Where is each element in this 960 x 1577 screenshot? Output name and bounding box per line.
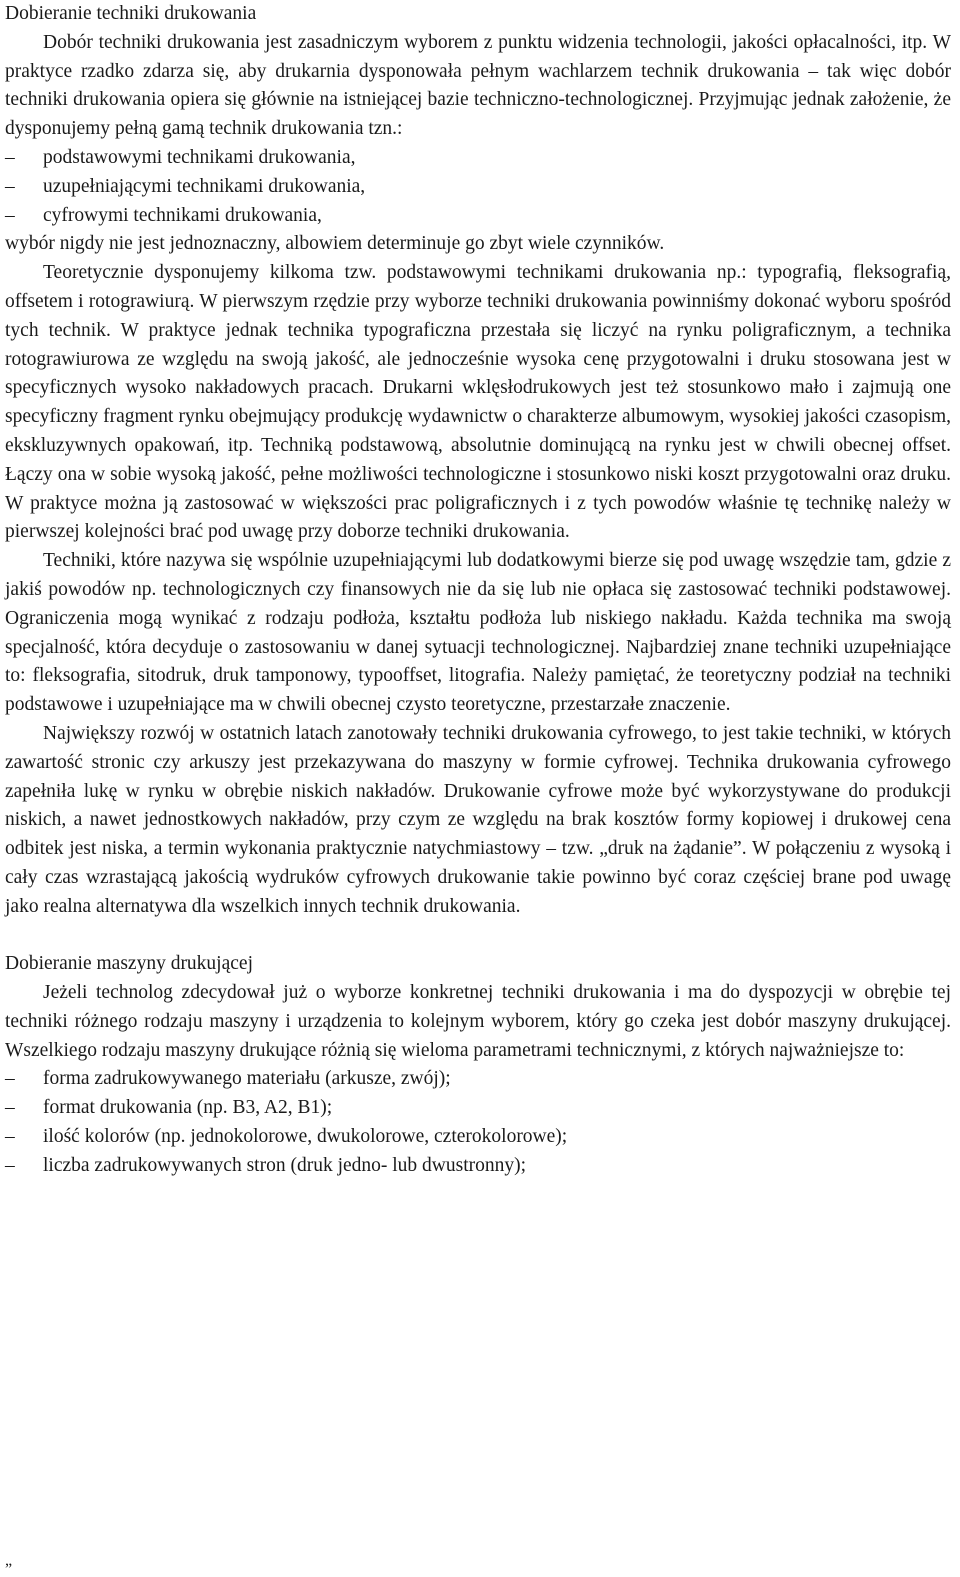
list-item-text: format drukowania (np. B3, A2, B1); (43, 1097, 333, 1119)
dash-marker: – (5, 1126, 15, 1148)
list-item (5, 173, 951, 202)
paragraph: Największy rozwój w ostatnich latach zanotowały techniki drukowania cyfrowego, to jest takie techniki, w których zawartość stronic czy arkuszy jest przekazywana do maszyny w formie cyfrowej. Technika drukowania cyfrowego zapełniła lukę w rynku w obrębie niskich nakładów. Drukowanie cyfrowe może być wykorzystywane do produkcji niskich, a nawet jednostkowych nakładów, przy czym ze względu na brak kosztów formy kopiowej i drukowej cena odbitek jest niska, a termin wykonania praktycznie natychmiastowy – tzw. „druk na żądanie”. W połączeniu z wysoką i cały czas wzrastającą jakością wydruków cyfrowych drukowanie takie powinno być coraz częściej brane pod uwagę jako realna alternatywa dla wszelkich innych technik drukowania. (5, 722, 951, 917)
list-item-text: ilość kolorów (np. jednokolorowe, dwukolorowe, czterokolorowe); (43, 1126, 568, 1148)
parameter-list (5, 1065, 951, 1180)
paragraph: Jeżeli technolog zdecydował już o wyborze konkretnej techniki drukowania i ma do dyspozycji w obrębie tej techniki różnego rodzaju maszyny i urządzenia to kolejnym wyborem, który go czeka jest dobór maszyny drukującej. Wszelkiego rodzaju maszyny drukujące różnią się wieloma parametrami technicznymi, z których najważniejsze to: (5, 982, 951, 1061)
section-title: Dobieranie techniki drukowania (5, 3, 257, 24)
dash-marker: – (5, 1097, 15, 1119)
list-item-text: uzupełniającymi technikami drukowania, (43, 175, 366, 197)
technique-list (5, 144, 951, 230)
list-item (5, 202, 951, 231)
list-item (5, 1094, 951, 1123)
paragraph: wybór nigdy nie jest jednoznaczny, albowiem determinuje go zbyt wiele czynników. (5, 233, 665, 255)
dash-marker: – (5, 146, 15, 168)
section-title: Dobieranie maszyny drukującej (5, 953, 253, 975)
list-item-text: cyfrowymi technikami drukowania, (43, 204, 322, 226)
list-item-text: podstawowymi technikami drukowania, (43, 146, 356, 168)
dash-marker: – (5, 175, 15, 197)
document-page (5, 0, 951, 1181)
dash-marker: – (5, 1154, 15, 1176)
list-item-text: forma zadrukowywanego materiału (arkusze, zwój); (43, 1068, 451, 1090)
paragraph: Techniki, które nazywa się wspólnie uzupełniającymi lub dodatkowymi bierze się pod uwagę wszędzie tam, gdzie z jakiś powodów np. technologicznych czy finansowych nie da się lub nie opłaca się zastosować techniki podstawowej. Ograniczenia mogą wynikać z rodzaju podłoża, kształtu podłoża lub niskiego nakładu. Każda technika ma swoją specjalność, która decyduje o zastosowaniu w danej sytuacji technologicznej. Najbardziej znane techniki uzupełniające to: fleksografia, sitodruk, druk tamponowy, typooffset, litografia. Należy pamiętać, że teoretyczny podział na techniki podstawowe i uzupełniające ma w chwili obecnej czysto teoretyczne, przestarzałe znaczenie. (5, 550, 951, 716)
section-technique (5, 0, 951, 922)
dash-marker: – (5, 1068, 15, 1090)
list-item (5, 1123, 951, 1152)
list-item (5, 1152, 951, 1181)
section-machine (5, 950, 951, 1180)
paragraph: Dobór techniki drukowania jest zasadniczym wyborem z punktu widzenia technologii, jakości opłacalności, itp. W praktyce rzadko zdarza się, aby drukarnia dysponowała pełnym wachlarzem technik drukowania – tak więc dobór techniki drukowania opiera się głównie na istniejącej bazie techniczno-technologicznej. Przyjmując jednak założenie, że dysponujemy pełną gamą technik drukowania tzn.: (5, 31, 951, 140)
list-item (5, 1065, 951, 1094)
section-spacer (5, 922, 951, 951)
paragraph: Teoretycznie dysponujemy kilkoma tzw. podstawowymi technikami drukowania np.: typografią, fleksografią, offsetem i rotograwiurą. W pierwszym rzędzie przy wyborze techniki drukowania powinniśmy dokonać wyboru spośród tych technik. W praktyce jednak technika typograficzna przestała się liczyć na rynku poligraficznym, a technika rotograwiurowa ze względu na swoją jakość, ale jednocześnie wysoka cenę przygotowalni i druku stosowana jest w specyficznych wysoko nakładowych pracach. Drukarni wklęsłodrukowych jest też stosunkowo mało i zajmują one specyficzny fragment rynku obejmujący produkcję wydawnictw o charakterze albumowym, wysokiej jakości czasopism, ekskluzywnych opakowań, itp. Techniką podstawową, absolutnie dominującą na rynku jest w chwili obecnej offset. Łączy ona w sobie wysoką jakość, pełne możliwości technologiczne i stosunkowo niski koszt przygotowalni oraz druku. W praktyce można ją zastosować w większości prac poligraficznych i z tych powodów właśnie tę technikę należy w pierwszej kolejności brać pod uwagę przy doborze techniki drukowania. (5, 262, 951, 543)
footer-mark: „ (5, 1552, 13, 1569)
dash-marker: – (5, 204, 15, 226)
list-item-text: liczba zadrukowywanych stron (druk jedno- lub dwustronny); (43, 1154, 527, 1176)
list-item (5, 144, 951, 173)
